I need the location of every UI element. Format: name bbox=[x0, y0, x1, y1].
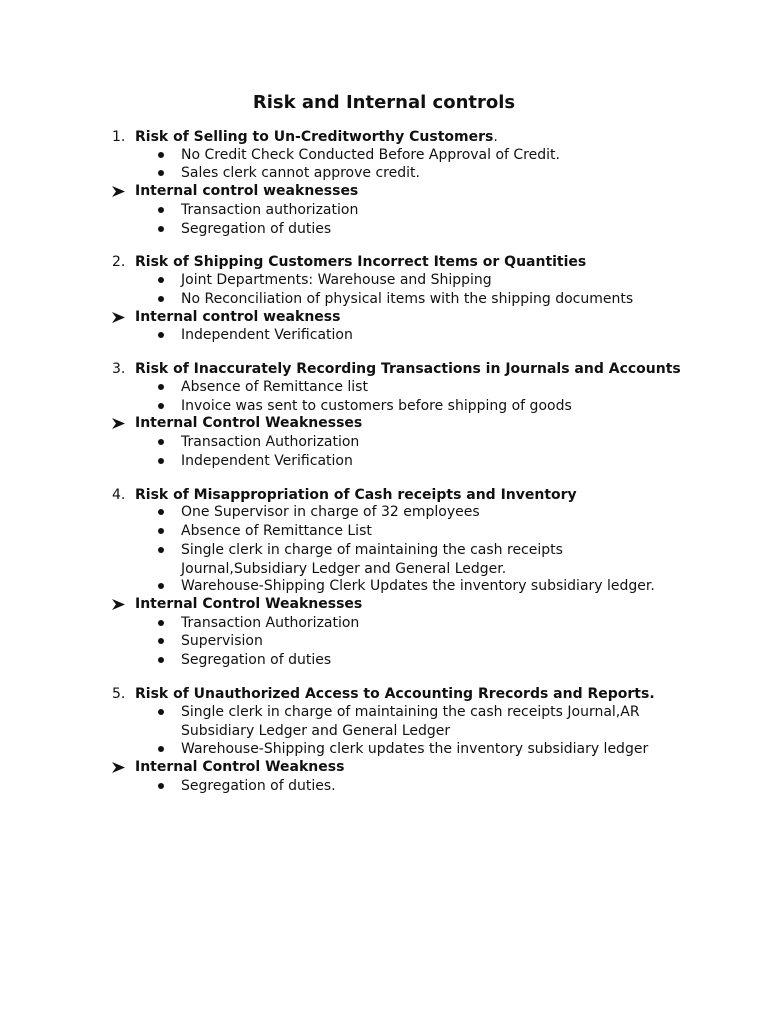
arrowhead-icon bbox=[112, 599, 125, 610]
bullet-icon bbox=[158, 152, 164, 158]
bullet-icon bbox=[158, 332, 164, 338]
bullet-icon bbox=[158, 458, 164, 464]
bullet-icon bbox=[158, 657, 164, 663]
risk-title: Risk of Inaccurately Recording Transactions in Journals and Accounts bbox=[135, 361, 681, 377]
bullet-icon bbox=[158, 638, 164, 644]
arrowhead-icon bbox=[112, 312, 125, 323]
arrowhead-icon bbox=[112, 186, 125, 197]
arrowhead-icon bbox=[112, 418, 125, 429]
bullet-icon bbox=[158, 170, 164, 176]
bullet-icon bbox=[158, 384, 164, 390]
list-number: 4. bbox=[112, 487, 126, 503]
bullet-icon bbox=[158, 509, 164, 515]
bullet-icon bbox=[158, 746, 164, 752]
page-title: Risk and Internal controls bbox=[252, 92, 516, 113]
bullet-icon bbox=[158, 296, 164, 302]
bullet-icon bbox=[158, 620, 164, 626]
document-page: Risk and Internal controls 1. Risk of Selling to Un-Creditworthy Customers. No Credit Check Conducted Before Approval of Credit. Sales clerk cannot approve credit. Internal control weaknesses Transaction authorization Segregation of duties 2. Risk of Shipping Customers Incorrect Items or Quantities Joint Departments: Warehouse and Shipping No Reconciliation of physical items with the shipping documents Internal control weakness Independent Verification 3. Risk of Inaccurately Recording Transactions in Journals and Accounts Absence of Remittance list Invoice was sent to customers before shipping of goods Internal Control Weaknesses Transaction Authorization Independent Verification 4. Risk of Misappropriation of Cash receipts and Inventory One Supervisor in charge of 32 employees Absence of Remittance List Single clerk in charge of maintaining the cash receipts Journal,Subsidiary Ledger and General Ledger. Warehouse-Shipping Clerk Updates the inventory subsidiary ledger. Internal Control Weaknesses Transaction Authorization Supervision Segregation of duties 5. Risk of Unauthorized Access to Accounting Rrecords and Reports. Single clerk in charge of maintaining the cash receipts Journal,AR Subsidiary Ledger and General Ledger Warehouse-Shipping clerk updates the inventory subsidiary ledger Internal Control Weakness Segregation of duties. bbox=[0, 0, 768, 1024]
bullet-icon bbox=[158, 583, 164, 589]
bullet-icon bbox=[158, 226, 164, 232]
bullet-icon bbox=[158, 547, 164, 553]
risk-title: Risk of Unauthorized Access to Accounting Rrecords and Reports. bbox=[135, 686, 655, 702]
bullet-icon bbox=[158, 783, 164, 789]
bullet-icon bbox=[158, 277, 164, 283]
arrowhead-icon bbox=[112, 762, 125, 773]
risk-title: Risk of Misappropriation of Cash receipts and Inventory bbox=[135, 487, 577, 503]
list-number: 5. bbox=[112, 686, 126, 702]
bullet-icon bbox=[158, 403, 164, 409]
bullet-icon bbox=[158, 439, 164, 445]
bullet-icon bbox=[158, 207, 164, 213]
list-number: 2. bbox=[112, 254, 126, 270]
risk-title: Risk of Selling to Un-Creditworthy Customers. bbox=[135, 129, 498, 145]
list-number: 1. bbox=[112, 129, 126, 145]
risk-title: Risk of Shipping Customers Incorrect Items or Quantities bbox=[135, 254, 587, 270]
list-number: 3. bbox=[112, 361, 126, 377]
bullet-icon bbox=[158, 709, 164, 715]
bullet-icon bbox=[158, 528, 164, 534]
